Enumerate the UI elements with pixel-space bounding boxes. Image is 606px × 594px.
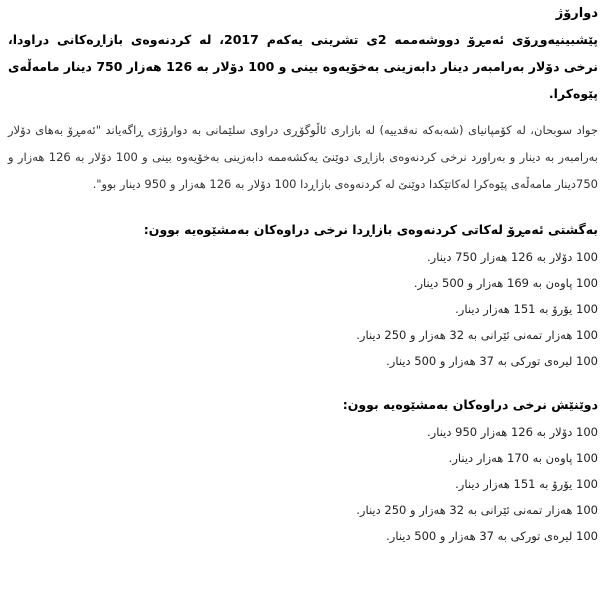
rate-item: 100 لیرەی تورکی بە 37 هەزار و 500 دینار. xyxy=(386,529,598,543)
rate-item: 100 یۆرۆ بە 151 هەزار دینار. xyxy=(455,302,598,316)
yesterday-rates-title: دوێنێش نرخی دراوەکان بەمشێوەیە بوون: xyxy=(342,397,598,412)
rate-item: 100 پاوەن بە 170 هەزار دینار. xyxy=(448,451,598,465)
body-paragraph: جواد سوبحان، لە کۆمپانیای (شەبەکە نەقدییە) لە بازاری ئاڵوگۆڕی دراوی سلێمانی بە دوارۆژی ڕاگەیاند "ئەمڕۆ بەهای دۆلار بەرامبەر بە دینار و بەراورد نرخی کردنەوەی بازاڕی دوێنێ یەکشەممە دابەزینی بەخۆیەوە بینی و 100 دۆلار بە 126 هەزار و 750دینار مامەڵەی پێوەکرا لەکاتێکدا دوێنێ لە کردنەوەی بازاڕدا 100 دۆلار بە 126 هەزار و 950 دینار بوو". xyxy=(8,123,599,191)
source-heading: دوارۆژ xyxy=(555,6,598,21)
rate-item: 100 هەزار تمەنی ئێرانی بە 32 هەزار و 250 دینار. xyxy=(356,503,598,517)
rate-item: 100 لیرەی تورکی بە 37 هەزار و 500 دینار. xyxy=(386,354,598,368)
rate-item: 100 پاوەن بە 169 هەزار و 500 دینار. xyxy=(413,276,598,290)
rate-item: 100 دۆلار بە 126 هەزار 950 دینار. xyxy=(427,425,598,439)
today-rates-list xyxy=(8,244,598,374)
today-rates-title: بەگشتی ئەمڕۆ لەکاتی کردنەوەی بازاڕدا نرخی دراوەکان بەمشێوەیە بوون: xyxy=(143,222,598,237)
rate-item: 100 دۆلار بە 126 هەزار 750 دینار. xyxy=(427,250,598,264)
rate-item: 100 یۆرۆ بە 151 هەزار دینار. xyxy=(455,477,598,491)
yesterday-rates-section xyxy=(8,390,598,549)
yesterday-rates-list xyxy=(8,419,598,549)
lead-paragraph: پێشبینیەوڕۆی ئەمڕۆ دووشەممە 2ی تشرینی یەکەم 2017، لە کردنەوەی بازاڕەکانی دراودا، نرخی دۆلار بەرامبەر دینار دابەزینی بەخۆیەوە بینی و 100 دۆلار بە 126 هەزار 750 دینار مامەڵەی پێوەکرا. xyxy=(8,32,598,101)
today-rates-section xyxy=(8,215,598,374)
rate-item: 100 هەزار تمەنی ئێرانی بە 32 هەزار و 250 دینار. xyxy=(356,328,598,342)
